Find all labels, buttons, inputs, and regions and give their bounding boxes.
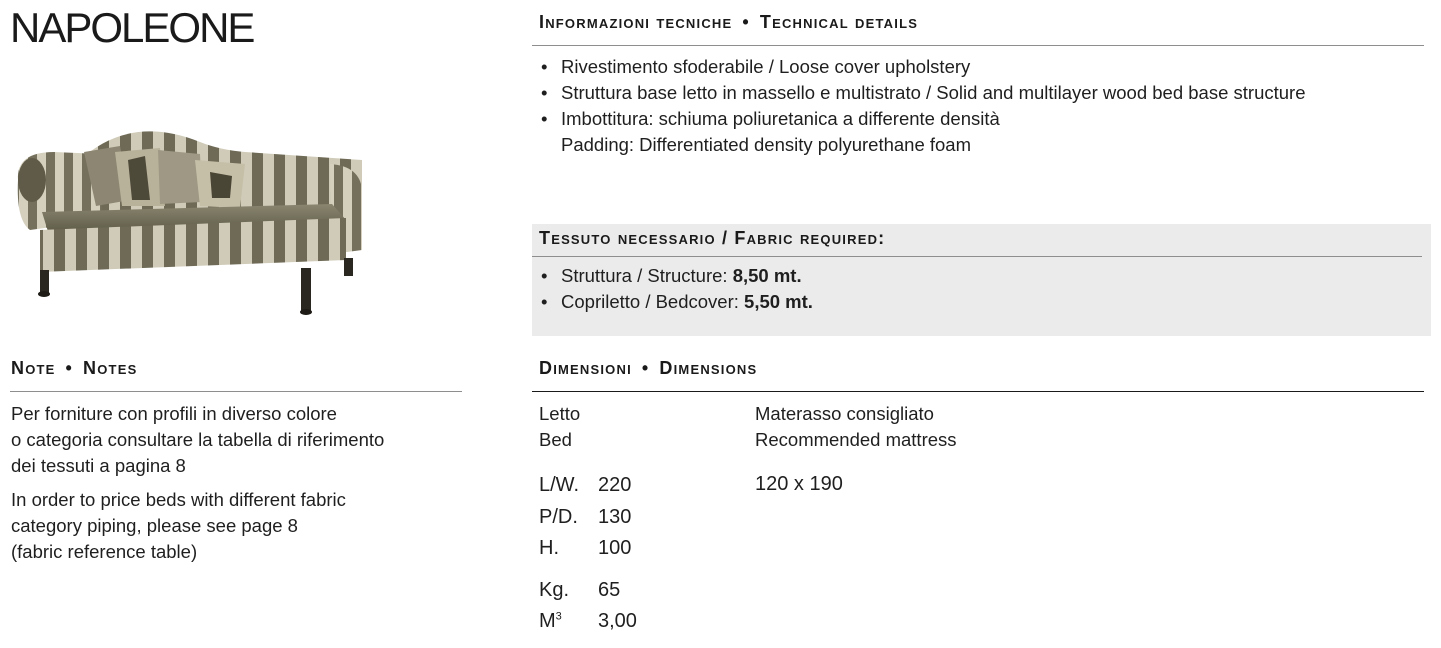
technical-list — [539, 54, 1419, 158]
volume-row: $M^3$ 3,00 — [539, 610, 637, 633]
notes-divider — [10, 391, 462, 392]
fabric-list — [539, 263, 813, 315]
dimension-row: P/D. 130 — [539, 505, 632, 528]
notes-heading-it: Note — [11, 358, 56, 378]
fabric-heading: Tessuto necessario / Fabric required: — [539, 228, 886, 248]
notes-heading — [11, 358, 137, 379]
technical-heading-en: Technical details — [759, 12, 919, 32]
list-item: • Struttura / Structure: 8,50 mt. — [539, 263, 813, 289]
notes-text — [11, 401, 461, 573]
dimension-row: H. 100 — [539, 537, 632, 560]
heading-separator: • — [641, 358, 650, 378]
dimension-row: L/W. 220 — [539, 474, 632, 497]
mattress-size: 120 x 190 — [755, 473, 843, 495]
dimensions-heading-en: Dimensions — [659, 358, 758, 378]
notes-paragraph-it: Per forniture con profili in diverso colore o categoria consultare la tabella di riferimento dei tessuti a pagina 8 — [11, 403, 385, 476]
mattress-label: Materasso consigliato Recommended mattress — [755, 403, 957, 450]
heading-separator: • — [742, 12, 750, 32]
bed-label: Letto Bed — [539, 403, 581, 450]
list-item: • Copriletto / Bedcover: 5,50 mt. — [539, 289, 813, 315]
technical-heading-it: Informazioni tecniche — [539, 12, 733, 32]
dimensions-heading — [539, 358, 757, 379]
list-item: • Struttura base letto in massello e multistrato / Solid and multilayer wood bed base structure — [539, 80, 1419, 106]
technical-heading — [539, 12, 918, 33]
dimensions-heading-it: Dimensioni — [539, 358, 632, 378]
list-item: • Imbottitura: schiuma poliuretanica a differente densità Padding: Differentiated density polyurethane foam — [539, 106, 1419, 158]
fabric-divider — [532, 256, 1422, 257]
technical-divider — [532, 45, 1424, 46]
notes-heading-en: Notes — [83, 358, 138, 378]
weight-row: Kg. 65 — [539, 578, 621, 601]
daybed-image — [10, 120, 370, 320]
heading-separator: • — [65, 358, 74, 378]
notes-paragraph-en: In order to price beds with different fabric category piping, please see page 8 (fabric reference table) — [11, 489, 346, 562]
list-item: • Rivestimento sfoderabile / Loose cover upholstery — [539, 54, 1419, 80]
product-title: NAPOLEONE — [10, 4, 254, 51]
dimensions-table — [539, 470, 637, 638]
dimensions-divider — [532, 391, 1424, 392]
